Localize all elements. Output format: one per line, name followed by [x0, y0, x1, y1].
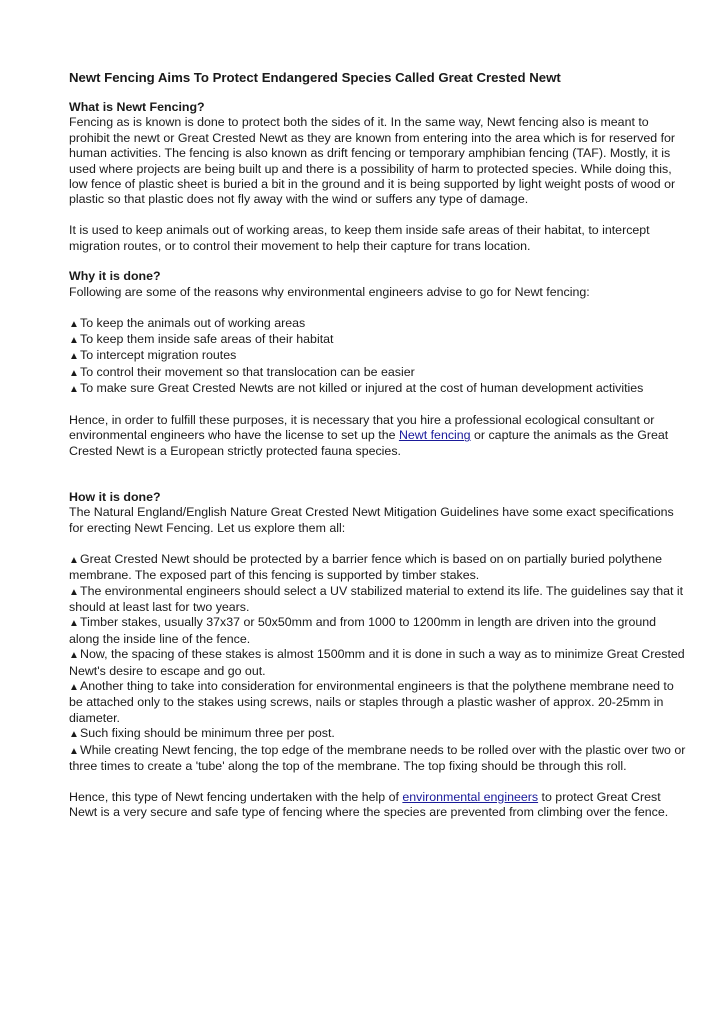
how-heading: How it is done?: [69, 490, 161, 505]
list-item-text: To intercept migration routes: [80, 348, 237, 363]
what-paragraph-1: Fencing as is known is done to protect both the sides of it. In the same way, Newt fencing also is meant to prohibit the newt or Great Crested Newt as they are known from entering into the area which is for reserved for human activities. The fencing is also known as drift fencing or temporary amphibian fencing (TAF). Mostly, it is used where projects are being built up and there is a possibility of harm to protected species. While doing this, low fence of plastic sheet is buried a bit in the ground and it is being supported by light weight posts of wood or plastic so that plastic does not fly away with the wind or suffers any type of damage.: [69, 115, 676, 207]
list-item: [69, 332, 688, 348]
spacer: [69, 459, 688, 490]
bullet-icon: ▲: [69, 729, 79, 741]
hence-2-text-end: to protect Great Crest Newt is a very secure and safe type of fencing where the species are prevented from climbing over the fence.: [69, 789, 669, 820]
list-item-text: Timber stakes, usually 37x37 or 50x50mm and from 1000 to 1200mm in length are driven into the ground along the inside line of the fence.: [69, 615, 657, 646]
bullet-icon: ▲: [69, 351, 79, 363]
list-item: [69, 584, 688, 616]
list-item: [69, 381, 688, 397]
list-item: [69, 726, 688, 742]
bullet-icon: ▲: [69, 681, 79, 693]
list-item: [69, 316, 688, 332]
bullet-icon: ▲: [69, 650, 79, 662]
list-item-text: While creating Newt fencing, the top edge of the membrane needs to be rolled over with the plastic over two or three times to create a 'tube' along the top of the membrane. The top fixing should be through this roll.: [69, 742, 686, 773]
bullet-icon: ▲: [69, 384, 79, 396]
document-title: Newt Fencing Aims To Protect Endangered Species Called Great Crested Newt: [69, 70, 561, 85]
list-item: [69, 348, 688, 364]
what-heading: What is Newt Fencing?: [69, 100, 205, 114]
list-item: [69, 365, 688, 381]
list-item-text: To keep them inside safe areas of their habitat: [80, 332, 334, 347]
newt-fencing-link[interactable]: Newt fencing: [398, 428, 471, 443]
list-item-text: Such fixing should be minimum three per post.: [80, 726, 335, 741]
list-item-text: Great Crested Newt should be protected by a barrier fence which is based on on partially buried polythene membrane. The exposed part of this fencing is supported by timber stakes.: [69, 551, 663, 583]
spacer: [69, 398, 688, 413]
list-item: [69, 743, 688, 775]
list-item: [69, 647, 688, 679]
spacer: [69, 208, 688, 223]
bullet-icon: ▲: [69, 335, 79, 347]
how-bullet-list: [69, 552, 688, 775]
spacer: [69, 536, 688, 551]
how-intro: The Natural England/English Nature Great Crested Newt Mitigation Guidelines have some exact specifications for erecting Newt Fencing. Let us explore them all:: [69, 505, 674, 535]
bullet-icon: ▲: [69, 745, 79, 757]
why-bullet-list: [69, 316, 688, 398]
spacer: [69, 300, 688, 315]
list-item-text: To keep the animals out of working areas: [80, 315, 306, 330]
spacer: [69, 254, 688, 269]
list-item-text: Another thing to take into consideration for environmental engineers is that the polythene membrane need to be attached only to the stakes using screws, nails or staples through a plastic washer of approx. 20-25mm in diameter.: [69, 678, 674, 725]
what-paragraph-2: It is used to keep animals out of working areas, to keep them inside safe areas of their habitat, to intercept migration routes, or to control their movement to help their capture for trans location.: [69, 223, 650, 253]
list-item: [69, 679, 688, 726]
bullet-icon: ▲: [69, 318, 79, 330]
why-heading: Why it is done?: [69, 269, 161, 284]
bullet-icon: ▲: [69, 367, 79, 379]
list-item-text: Now, the spacing of these stakes is almost 1500mm and it is done in such a way as to minimize Great Crested Newt's desire to escape and go out.: [69, 647, 685, 678]
hence-paragraph-2: [69, 790, 688, 821]
why-intro: Following are some of the reasons why environmental engineers advise to go for Newt fencing:: [69, 284, 590, 299]
hence-1-text-end: or capture the animals as the Great Crested Newt is a European strictly protected fauna species.: [69, 428, 669, 458]
list-item: [69, 552, 688, 584]
bullet-icon: ▲: [69, 618, 79, 630]
bullet-icon: ▲: [69, 554, 79, 566]
bullet-icon: ▲: [69, 586, 79, 598]
environmental-engineers-link[interactable]: environmental engineers: [402, 789, 539, 804]
hence-paragraph-1: [69, 413, 688, 459]
list-item: [69, 615, 688, 647]
hence-2-text: Hence, this type of Newt fencing undertaken with the help of: [69, 789, 403, 804]
list-item-text: To control their movement so that translocation can be easier: [80, 364, 415, 379]
hence-1-text: Hence, in order to fulfill these purposes, it is necessary that you hire a professional ecological consultant or environmental engineers who have the license to set up the: [69, 413, 655, 443]
spacer: [69, 774, 688, 789]
list-item-text: The environmental engineers should select a UV stabilized material to extend its life. The guidelines say that it should at least last for two years.: [69, 583, 684, 614]
list-item-text: To make sure Great Crested Newts are not killed or injured at the cost of human development activities: [80, 381, 644, 396]
